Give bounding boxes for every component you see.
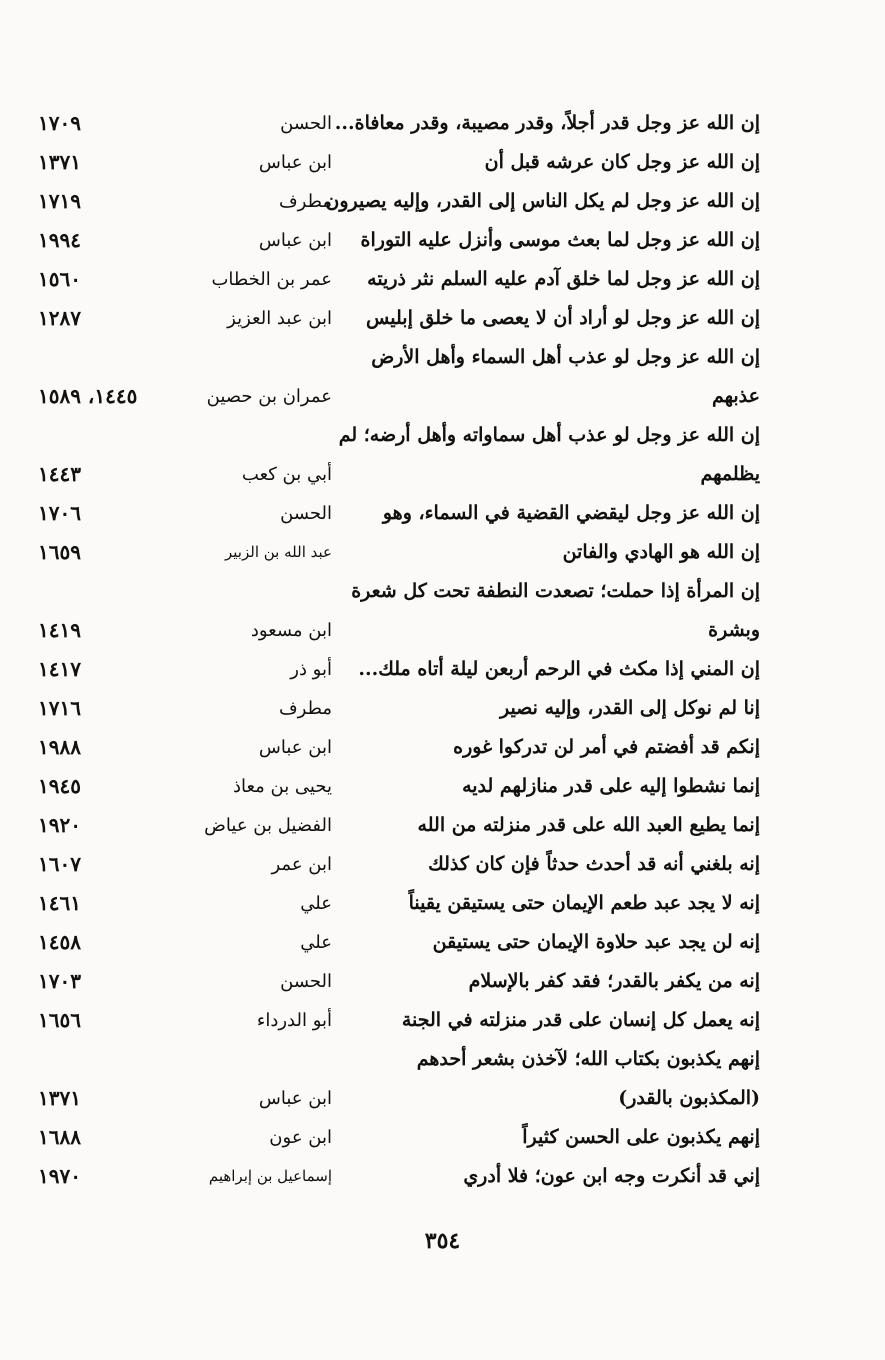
entry-text: إن الله عز وجل لو عذب أهل سماواته وأهل أرضه؛ لم [338,424,760,446]
entry-text: (المكذبون بالقدر) [618,1087,760,1109]
entry-narrator: عمر بن الخطاب [211,269,332,290]
entry-page-refs: ١٩٧٠ [38,1164,81,1188]
entry-text: إن الله عز وجل لو أراد أن لا يعصى ما خلق إبليس [366,307,760,329]
entry-narrator: إسماعيل بن إبراهيم [208,1167,332,1185]
entry-text: إنه من يكفر بالقدر؛ فقد كفر بالإسلام [468,970,760,992]
entry-text: إنهم يكذبون بكتاب الله؛ لآخذن بشعر أحدهم [416,1048,760,1070]
entry-page-refs: ١٥٦٠ [38,267,81,291]
entry-page-refs: ١٧١٩ [38,189,81,213]
entry-page-refs: ١٦٥٩ [38,540,81,564]
entry-narrator: ابن عون [269,1127,332,1148]
entry-text: إنه يعمل كل إنسان على قدر منزلته في الجنة [401,1009,760,1031]
entry-page-refs: ١٩٤٥ [38,774,81,798]
entry-page-refs: ١٧٠٩ [38,111,81,135]
entry-page-refs: ١٤٥٨ [38,930,81,954]
index-entry [38,416,760,455]
index-entry [38,338,760,377]
index-entry [38,767,760,806]
page-number: ٣٥٤ [424,1228,461,1254]
index-entry [38,650,760,689]
entry-text: إن المني إذا مكث في الرحم أربعن ليلة أتاه ملك... [358,658,760,680]
entry-narrator: علي [300,932,332,953]
entry-narrator: أبي بن كعب [241,464,332,485]
entry-page-refs: ١٦٠٧ [38,852,81,876]
entry-page-refs: ١٤٦١ [38,891,81,915]
index-entry [38,455,760,494]
entry-narrator: أبو الدرداء [256,1010,332,1031]
entry-text: إنما يطيع العبد الله على قدر منزلته من الله [417,814,760,836]
index-entry [38,299,760,338]
entry-page-refs: ١٩٩٤ [38,228,81,252]
entry-page-refs: ١٤١٧ [38,657,81,681]
entry-text: إن الله عز وجل قدر أجلاً، وقدر مصيبة، وقدر معافاة... [334,112,760,134]
entry-narrator: مطرف [279,698,332,719]
index-entry [38,1040,760,1079]
entry-narrator: ابن مسعود [250,620,332,641]
index-entry [38,923,760,962]
index-entry [38,1118,760,1157]
entry-page-refs: ١٩٨٨ [38,735,81,759]
entry-text: إنما نشطوا إليه على قدر منازلهم لديه [462,775,760,797]
entry-page-refs: ١٣٧١ [38,1086,81,1110]
entry-text: يظلمهم [700,463,760,485]
entry-page-refs: ١٦٨٨ [38,1125,81,1149]
index-entry [38,1157,760,1196]
index-entry [38,962,760,1001]
entry-narrator: الحسن [280,113,332,134]
entry-text: إن الله عز وجل لو عذب أهل السماء وأهل الأرض [371,346,760,368]
entry-text: إن الله عز وجل لما بعث موسى وأنزل عليه التوراة [360,229,760,251]
entry-narrator: ابن عباس [258,737,332,758]
index-entry [38,806,760,845]
entry-narrator: يحيى بن معاذ [232,776,332,797]
index-entry [38,104,760,143]
entry-text: إنهم يكذبون على الحسن كثيراً [522,1126,760,1148]
entry-text: إنه بلغني أنه قد أحدث حدثاً فإن كان كذلك [428,853,760,875]
index-entry [38,143,760,182]
entry-text: إنه لا يجد عبد طعم الإيمان حتى يستيقن يقيناً [408,892,760,914]
index-entry [38,689,760,728]
entry-narrator: ابن عباس [258,152,332,173]
entry-text: إن الله هو الهادي والفاتن [562,541,760,563]
entry-page-refs: ١٤٤٥، ١٥٨٩ [38,384,138,408]
entry-page-refs: ١٧٠٦ [38,501,81,525]
index-entries [38,104,760,1196]
index-entry [38,611,760,650]
entry-page-refs: ١٤١٩ [38,618,81,642]
index-entry [38,884,760,923]
entry-narrator: عمران بن حصين [206,386,332,407]
entry-narrator: ابن عمر [271,854,332,875]
index-entry [38,494,760,533]
index-entry [38,221,760,260]
index-entry [38,572,760,611]
entry-text: عذبهم [711,385,760,407]
entry-narrator: ابن عباس [258,230,332,251]
entry-narrator: ابن عبد العزيز [227,308,332,329]
index-entry [38,845,760,884]
index-entry [38,1001,760,1040]
entry-page-refs: ١٣٧١ [38,150,81,174]
index-entry [38,1079,760,1118]
entry-text: إني قد أنكرت وجه ابن عون؛ فلا أدري [463,1165,760,1187]
entry-page-refs: ١٧١٦ [38,696,81,720]
index-entry [38,377,760,416]
entry-page-refs: ١٩٢٠ [38,813,81,837]
entry-text: إن المرأة إذا حملت؛ تصعدت النطفة تحت كل شعرة [351,580,760,602]
entry-narrator: أبو ذر [290,659,332,680]
entry-page-refs: ١٧٠٣ [38,969,81,993]
entry-page-refs: ١٦٥٦ [38,1008,81,1032]
entry-page-refs: ١٤٤٣ [38,462,81,486]
entry-text: وبشرة [708,619,760,641]
index-entry [38,182,760,221]
entry-text: إنكم قد أفضتم في أمر لن تدركوا غوره [453,736,760,758]
entry-page-refs: ١٢٨٧ [38,306,81,330]
entry-text: إن الله عز وجل ليقضي القضية في السماء، وهو [382,502,760,524]
entry-text: إنه لن يجد عبد حلاوة الإيمان حتى يستيقن [432,931,760,953]
entry-narrator: ابن عباس [258,1088,332,1109]
entry-narrator: الحسن [280,971,332,992]
entry-narrator: مطرف [279,191,332,212]
entry-narrator: علي [300,893,332,914]
entry-text: إن الله عز وجل لما خلق آدم عليه السلم نثر ذريته [367,268,760,290]
entry-narrator: الحسن [280,503,332,524]
entry-narrator: عبد الله بن الزبير [225,543,332,561]
entry-text: إن الله عز وجل كان عرشه قبل أن [484,151,760,173]
entry-text: إن الله عز وجل لم يكل الناس إلى القدر، وإليه يصيرون [325,190,760,212]
entry-narrator: الفضيل بن عياض [204,815,332,836]
entry-text: إنا لم نوكل إلى القدر، وإليه نصير [499,697,760,719]
index-entry [38,728,760,767]
index-entry [38,533,760,572]
index-entry [38,260,760,299]
